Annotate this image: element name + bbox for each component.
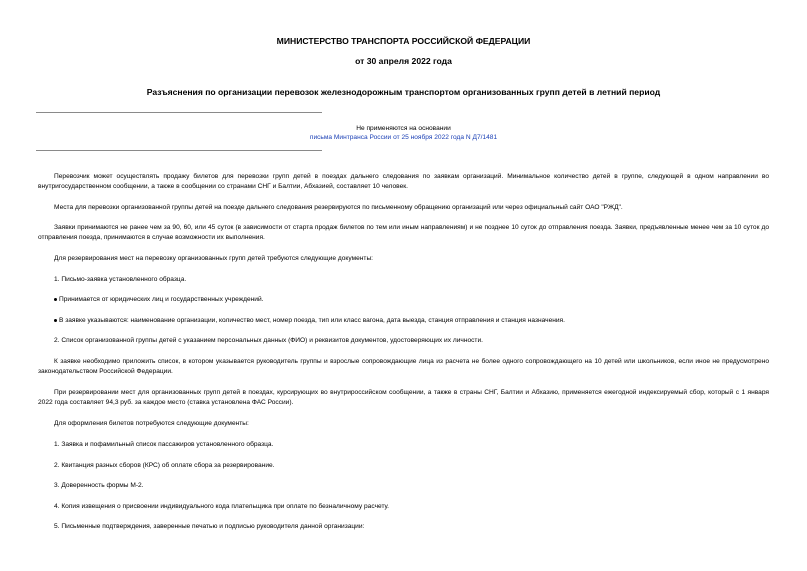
paragraph-9: Для оформления билетов потребуются следующие документы: xyxy=(54,420,249,427)
paragraph-7: К заявке необходимо приложить список, в котором указывается руководитель группы и взрослые сопровождающие лица из расчета не более одного сопровождающего на 10 детей или школьников, если иное не предусмотрено законодательством Российской Федерации. xyxy=(38,358,769,375)
paragraph-2: Места для перевозки организованной группы детей на поезде дальнего следования резервируются по письменному обращению организаций или через официальный сайт ОАО "РЖД". xyxy=(54,204,623,211)
paragraph-10: 1. Заявка и пофамильный список пассажиров установленного образца. xyxy=(54,441,274,448)
bullet-text-2: В заявке указываются: наименование организации, количество мест, номер поезда, тип или класс вагона, дата выезда, станция отправления и станция назначения. xyxy=(59,317,565,324)
bullet-item-1 xyxy=(54,295,263,305)
bullet-dot-icon xyxy=(54,298,57,301)
paragraph-6: 2. Список организованной группы детей с указанием персональных данных (ФИО) и реквизитов документов, удостоверяющих их личности. xyxy=(54,337,483,344)
status-note-link-line xyxy=(0,133,807,142)
paragraph-5: 1. Письмо-заявка установленного образца. xyxy=(54,276,187,283)
document-date: от 30 апреля 2022 года xyxy=(355,56,452,66)
divider-bottom xyxy=(36,150,322,151)
paragraph-11: 2. Квитанция разных сборов (КРС) об оплате сбора за резервирование. xyxy=(54,462,275,469)
divider-top xyxy=(36,112,322,113)
paragraph-12: 3. Доверенность формы М-2. xyxy=(54,482,144,489)
bullet-text-1: Принимается от юридических лиц и государственных учреждений. xyxy=(59,296,264,303)
paragraph-3: Заявки принимаются не ранее чем за 90, 60, или 45 суток (в зависимости от старта продаж билетов по тем или иным направлениям) и не позднее 10 суток до отправления поезда. Заявки, предъявленные менее чем за 10 суток до отправления поезда, принимаются в случае возможности их выполнения. xyxy=(38,224,769,241)
paragraph-8: При резервировании мест для организованных групп детей в поездах, курсирующих во внутрироссийском сообщении, а также в страны СНГ, Балтии и Абхазию, применяется ежегодной индексируемый сбор, который с 1 января 2022 года составляет 94,3 руб. за каждое место (ставка установлена ФАС России). xyxy=(38,389,769,406)
bullet-dot-icon xyxy=(54,319,57,322)
paragraph-4: Для резервирования мест на перевозку организованных групп детей требуются следующие документы: xyxy=(54,255,374,262)
paragraph-13: 4. Копия извещения о присвоении индивидуального кода плательщика при оплате по безналичному расчету. xyxy=(54,503,390,510)
document-title: Разъяснения по организации перевозок железнодорожным транспортом организованных групп детей в летний период xyxy=(146,87,661,97)
status-note: Не применяются на основании xyxy=(356,125,451,132)
ministry-heading: МИНИСТЕРСТВО ТРАНСПОРТА РОССИЙСКОЙ ФЕДЕРАЦИИ xyxy=(276,36,531,46)
paragraph-14: 5. Письменные подтверждения, заверенные печатью и подписью руководителя данной организации: xyxy=(54,523,365,530)
status-note-link[interactable]: письма Минтранса России от 25 ноября 2022 года N Д7/1481 xyxy=(309,134,498,141)
paragraph-1: Перевозчик может осуществлять продажу билетов для перевозки групп детей в поездах дальнего следования по заявкам организаций. Минимальное количество детей в группе, следующей в одном направлении во внутригосударственном сообщении, а также в сообщении со странами СНГ и Балтии, Абхазией, составляет 10 человек. xyxy=(38,173,769,190)
bullet-item-2 xyxy=(54,316,565,326)
